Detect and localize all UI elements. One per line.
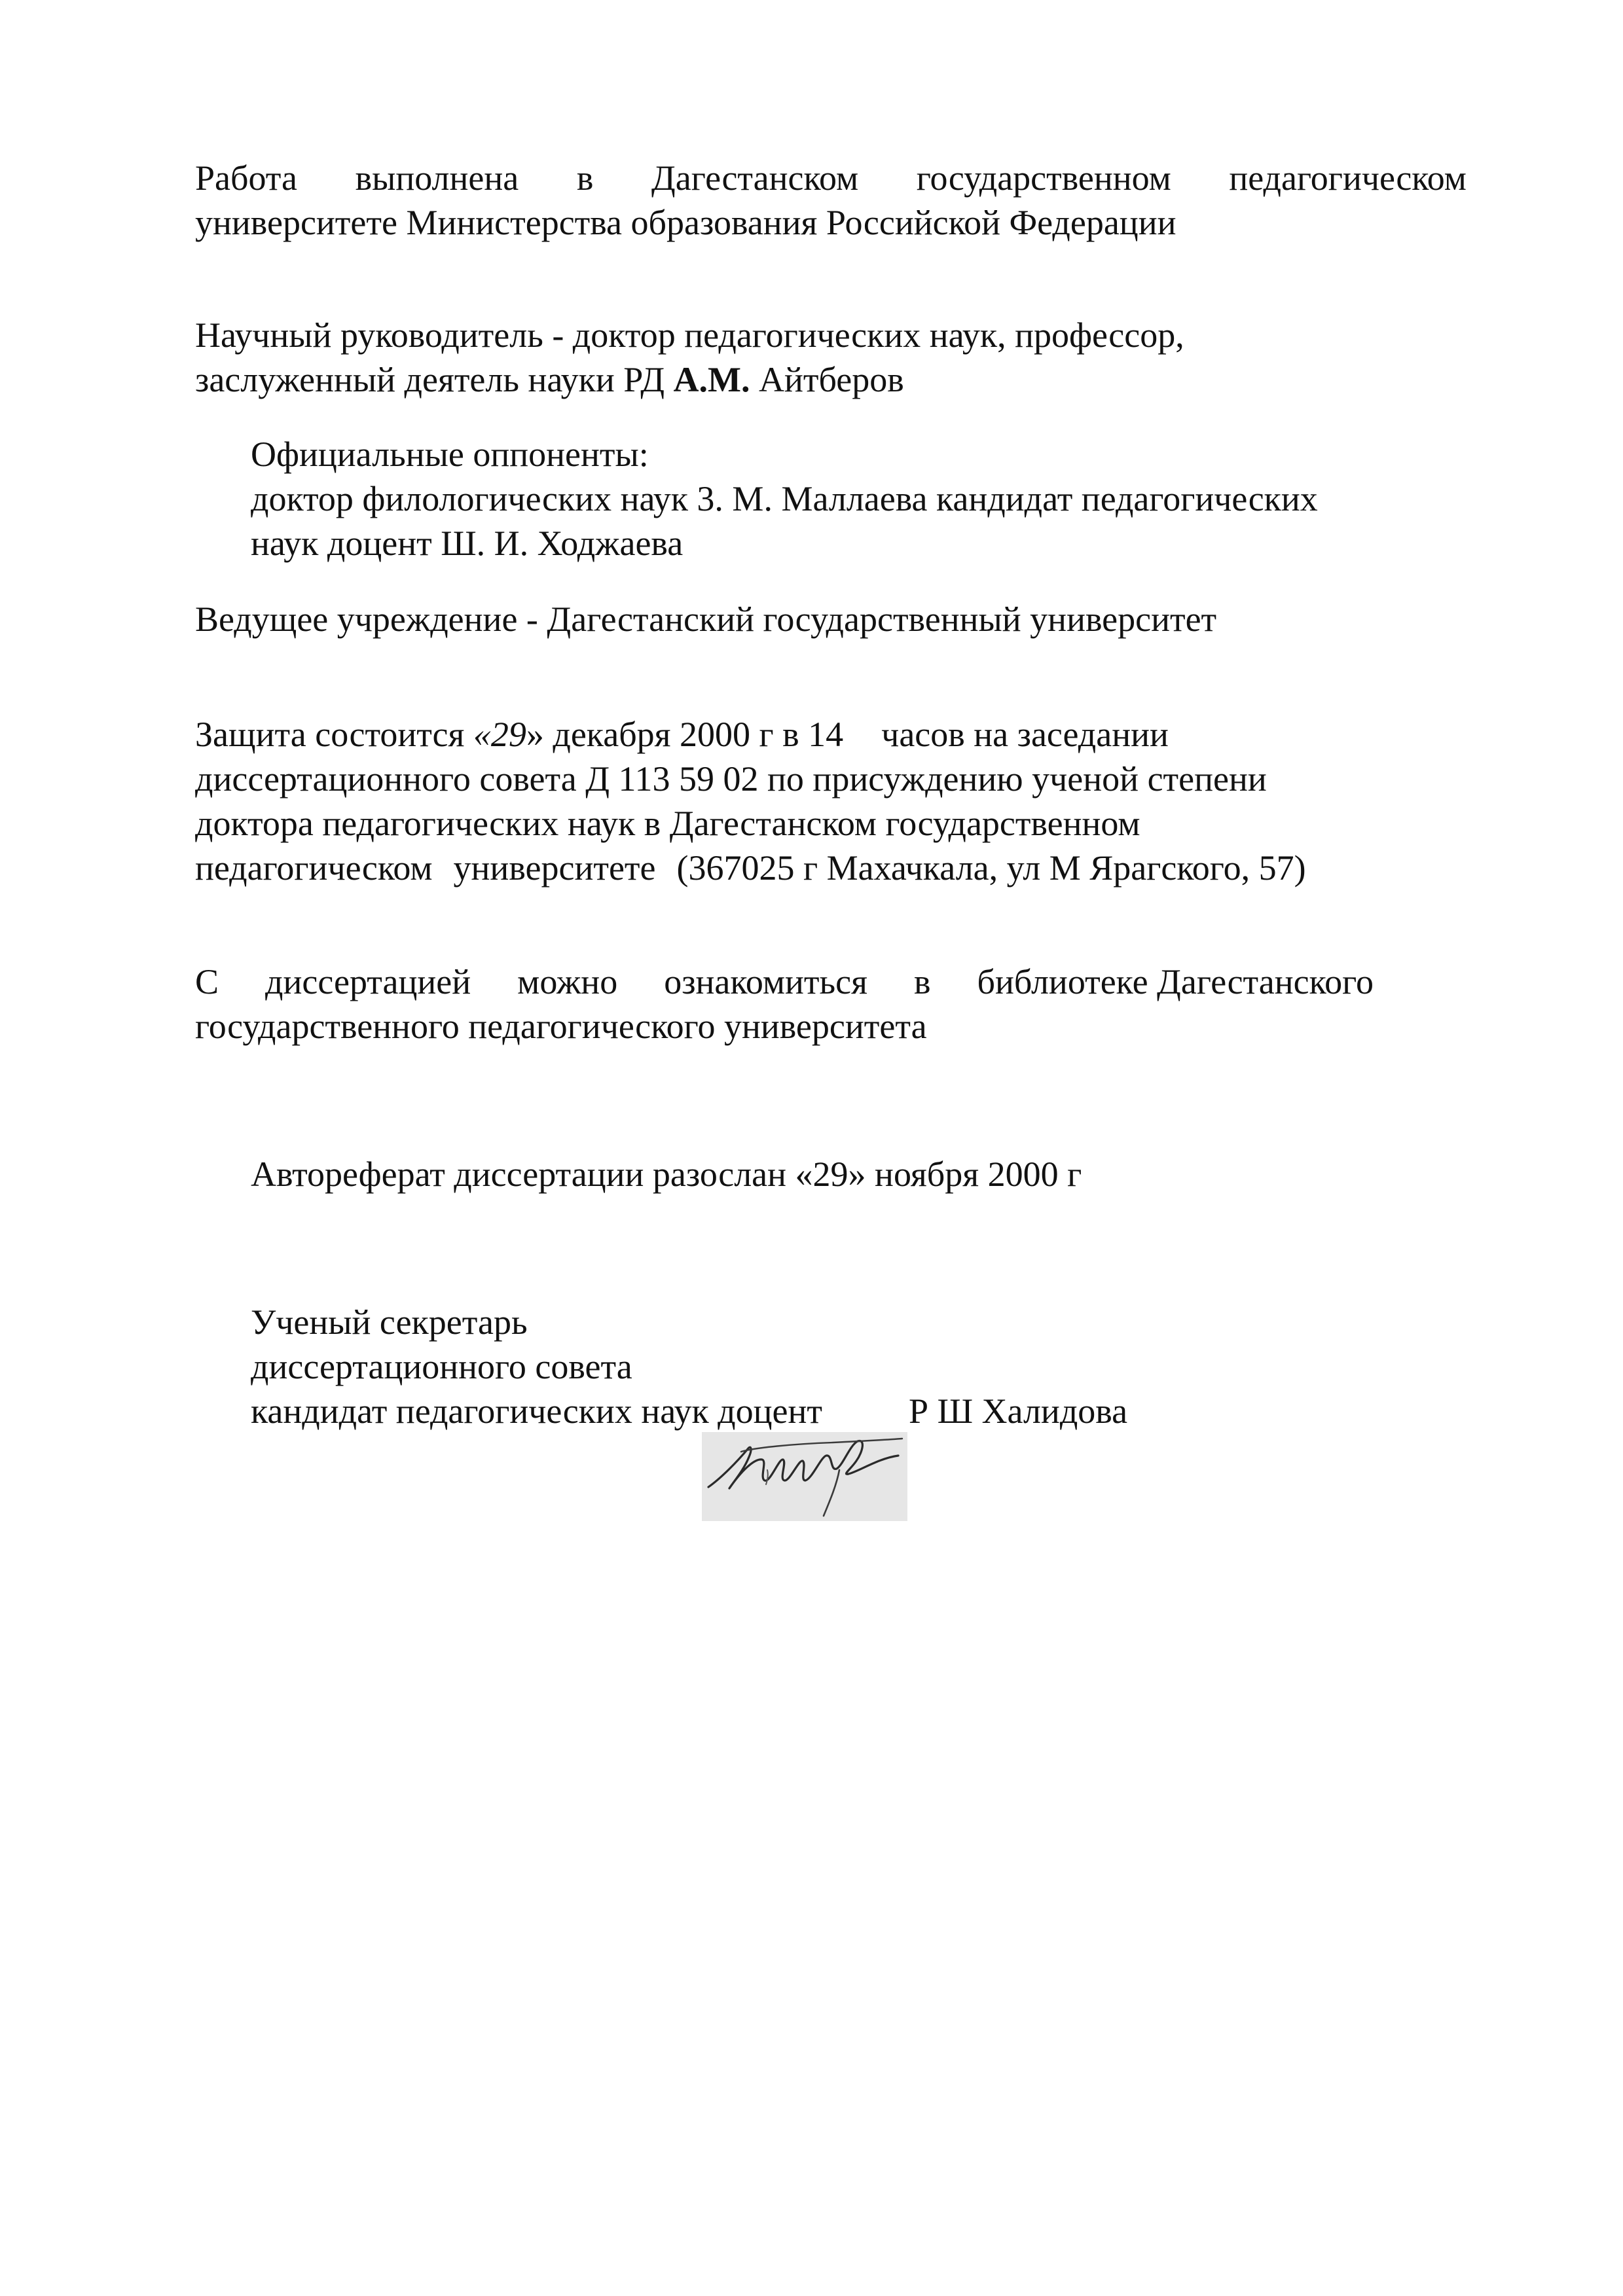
supervisor-prefix: заслуженный деятель науки РД xyxy=(195,360,674,399)
defense-date-rest: декабря 2000 г в 14 xyxy=(543,715,844,754)
word: библиотеке Дагестанского xyxy=(977,962,1374,1001)
secretary-line-2: диссертационного совета xyxy=(251,1347,632,1386)
defense-line-3: доктора педагогических наук в Дагестанском государственном xyxy=(195,804,1140,843)
institution-paragraph xyxy=(195,156,1467,245)
defense-address-b: университете xyxy=(453,848,656,888)
signature-scribble xyxy=(702,1432,907,1521)
defense-address-c: (367025 г Махачкала, ул М Ярагского, 57) xyxy=(676,848,1306,888)
abstract-line: Автореферат диссертации разослан «29» ноября 2000 г xyxy=(251,1155,1082,1194)
institution-line-2: университете Министерства образования Российской Федерации xyxy=(195,203,1176,242)
secretary-line-3 xyxy=(251,1389,1429,1433)
opponents-line-1: доктор филологических наук 3. М. Маллаева кандидат педагогических xyxy=(251,479,1318,518)
word: диссертацией xyxy=(265,962,471,1001)
word: государственном xyxy=(916,158,1171,198)
defense-paragraph xyxy=(195,712,1439,890)
secretary-name: Р Ш Халидова xyxy=(909,1391,1128,1431)
secretary-title: кандидат педагогических наук доцент xyxy=(251,1391,823,1431)
supervisor-paragraph xyxy=(195,313,1439,402)
word: можно xyxy=(517,962,618,1001)
defense-line-4 xyxy=(195,846,1439,890)
defense-line-2: диссертационного совета Д 113 59 02 по присуждению ученой степени xyxy=(195,759,1267,798)
word: в xyxy=(576,158,594,198)
library-paragraph xyxy=(195,960,1374,1049)
word: выполнена xyxy=(355,158,519,198)
signature-image xyxy=(702,1432,907,1521)
word: Работа xyxy=(195,158,297,198)
institution-line-1 xyxy=(195,156,1467,200)
opponents-line-2: наук доцент Ш. И. Ходжаева xyxy=(251,524,684,563)
supervisor-line-2 xyxy=(195,357,1439,402)
opponents-heading: Официальные оппоненты: xyxy=(251,435,649,474)
defense-prefix: Защита состоится xyxy=(195,715,473,754)
word: педагогическом xyxy=(1229,158,1467,198)
opponents-paragraph xyxy=(251,432,1495,565)
word: ознакомиться xyxy=(664,962,867,1001)
library-line-1 xyxy=(195,960,1374,1004)
word: С xyxy=(195,962,219,1001)
defense-line-1 xyxy=(195,712,1439,757)
defense-quote-close: » xyxy=(526,715,544,754)
secretary-paragraph xyxy=(251,1300,1429,1433)
secretary-line-1: Ученый секретарь xyxy=(251,1302,528,1342)
supervisor-initials: А.М. xyxy=(673,360,750,399)
abstract-paragraph xyxy=(251,1152,1429,1196)
defense-date-day: «29 xyxy=(473,715,526,754)
defense-address-a: педагогическом xyxy=(195,848,433,888)
library-line-2: государственного педагогического университета xyxy=(195,1007,927,1046)
supervisor-line-1: Научный руководитель - доктор педагогических наук, профессор, xyxy=(195,315,1184,355)
leading-institution-line: Ведущее учреждение - Дагестанский государственный университет xyxy=(195,600,1217,639)
leading-institution-paragraph xyxy=(195,597,1439,641)
word: в xyxy=(913,962,931,1001)
defense-time-rest: часов на заседании xyxy=(881,715,1169,754)
word: Дагестанском xyxy=(651,158,859,198)
supervisor-surname: Айтберов xyxy=(750,360,904,399)
